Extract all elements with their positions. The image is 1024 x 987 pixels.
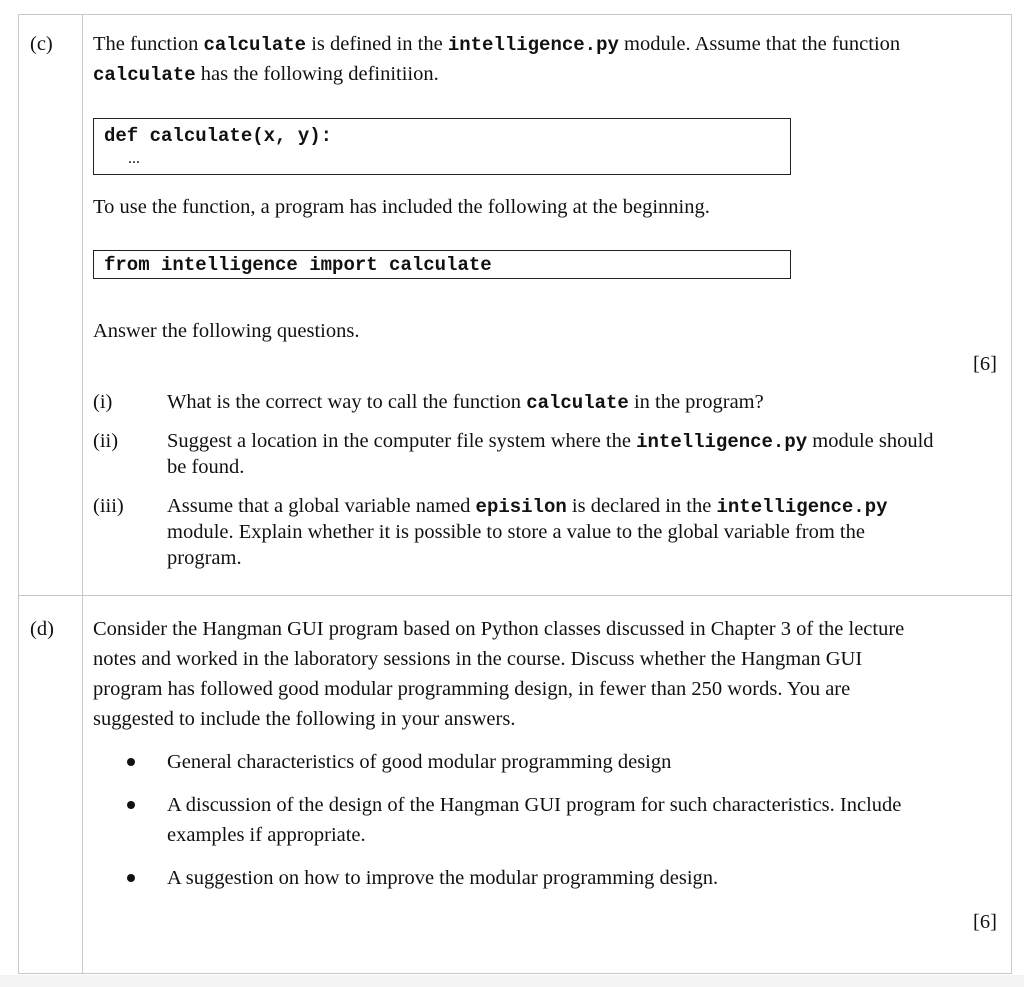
question-code: episilon (475, 496, 567, 518)
part-c-answer-text: Answer the following questions. (93, 320, 360, 342)
question-text: module should (807, 430, 934, 452)
question-i-text (167, 390, 764, 415)
row-divider (18, 595, 1012, 596)
bullet-1-text: General characteristics of good modular programming design (167, 751, 672, 773)
part-c-intro-line2 (93, 62, 439, 87)
intro-text: is defined in the (306, 33, 448, 55)
part-d-para-line4: suggested to include the following in your answers. (93, 708, 516, 730)
part-d-para-line3: program has followed good modular programming design, in fewer than 250 words. You are (93, 678, 851, 700)
question-code: intelligence.py (636, 431, 808, 453)
page-bottom-strip (0, 975, 1024, 987)
column-divider (82, 14, 83, 974)
code-ellipsis: ... (128, 150, 140, 167)
question-iii-number: (iii) (93, 495, 124, 517)
part-c-use-text: To use the function, a program has included the following at the beginning. (93, 196, 710, 218)
question-text: Suggest a location in the computer file system where the (167, 430, 637, 452)
code-box-import (93, 250, 791, 279)
question-iii-text-line2: module. Explain whether it is possible to store a value to the global variable from the (167, 521, 865, 543)
part-c-label: (c) (30, 33, 53, 55)
question-text: in the program? (628, 391, 764, 413)
question-code: calculate (526, 392, 629, 414)
bullet-dot-1 (127, 758, 135, 766)
question-i-number: (i) (93, 391, 113, 413)
part-c-marks: [6] (973, 353, 997, 375)
code-def-line: def calculate(x, y): (104, 125, 333, 147)
question-ii-text-line1 (167, 429, 934, 454)
bullet-2-text-line2: examples if appropriate. (167, 824, 366, 846)
intro-func-name: calculate (93, 64, 196, 86)
part-c-intro-line1 (93, 32, 900, 57)
question-ii-number: (ii) (93, 430, 119, 452)
intro-text: has the following definitiion. (195, 63, 439, 85)
part-d-para-line2: notes and worked in the laboratory sessions in the course. Discuss whether the Hangman GUI (93, 648, 863, 670)
part-d-para-line1: Consider the Hangman GUI program based on Python classes discussed in Chapter 3 of the lecture (93, 618, 905, 640)
part-d-label: (d) (30, 618, 54, 640)
question-code: intelligence.py (716, 496, 888, 518)
intro-text: module. Assume that the function (618, 33, 901, 55)
question-ii-text-line2: be found. (167, 456, 245, 478)
bullet-2-text-line1: A discussion of the design of the Hangman GUI program for such characteristics. Include (167, 794, 902, 816)
question-text: is declared in the (566, 495, 717, 517)
part-d-marks: [6] (973, 911, 997, 933)
intro-func-name: calculate (203, 34, 307, 56)
intro-module-name: intelligence.py (447, 34, 619, 56)
question-iii-text-line3: program. (167, 547, 242, 569)
question-text: What is the correct way to call the function (167, 391, 527, 413)
question-iii-text-line1 (167, 494, 888, 519)
code-box-definition (93, 118, 791, 175)
bullet-dot-2 (127, 801, 135, 809)
bullet-dot-3 (127, 874, 135, 882)
bullet-3-text: A suggestion on how to improve the modular programming design. (167, 867, 719, 889)
question-text: Assume that a global variable named (167, 495, 476, 517)
intro-text: The function (93, 33, 204, 55)
code-import-line: from intelligence import calculate (104, 254, 492, 276)
